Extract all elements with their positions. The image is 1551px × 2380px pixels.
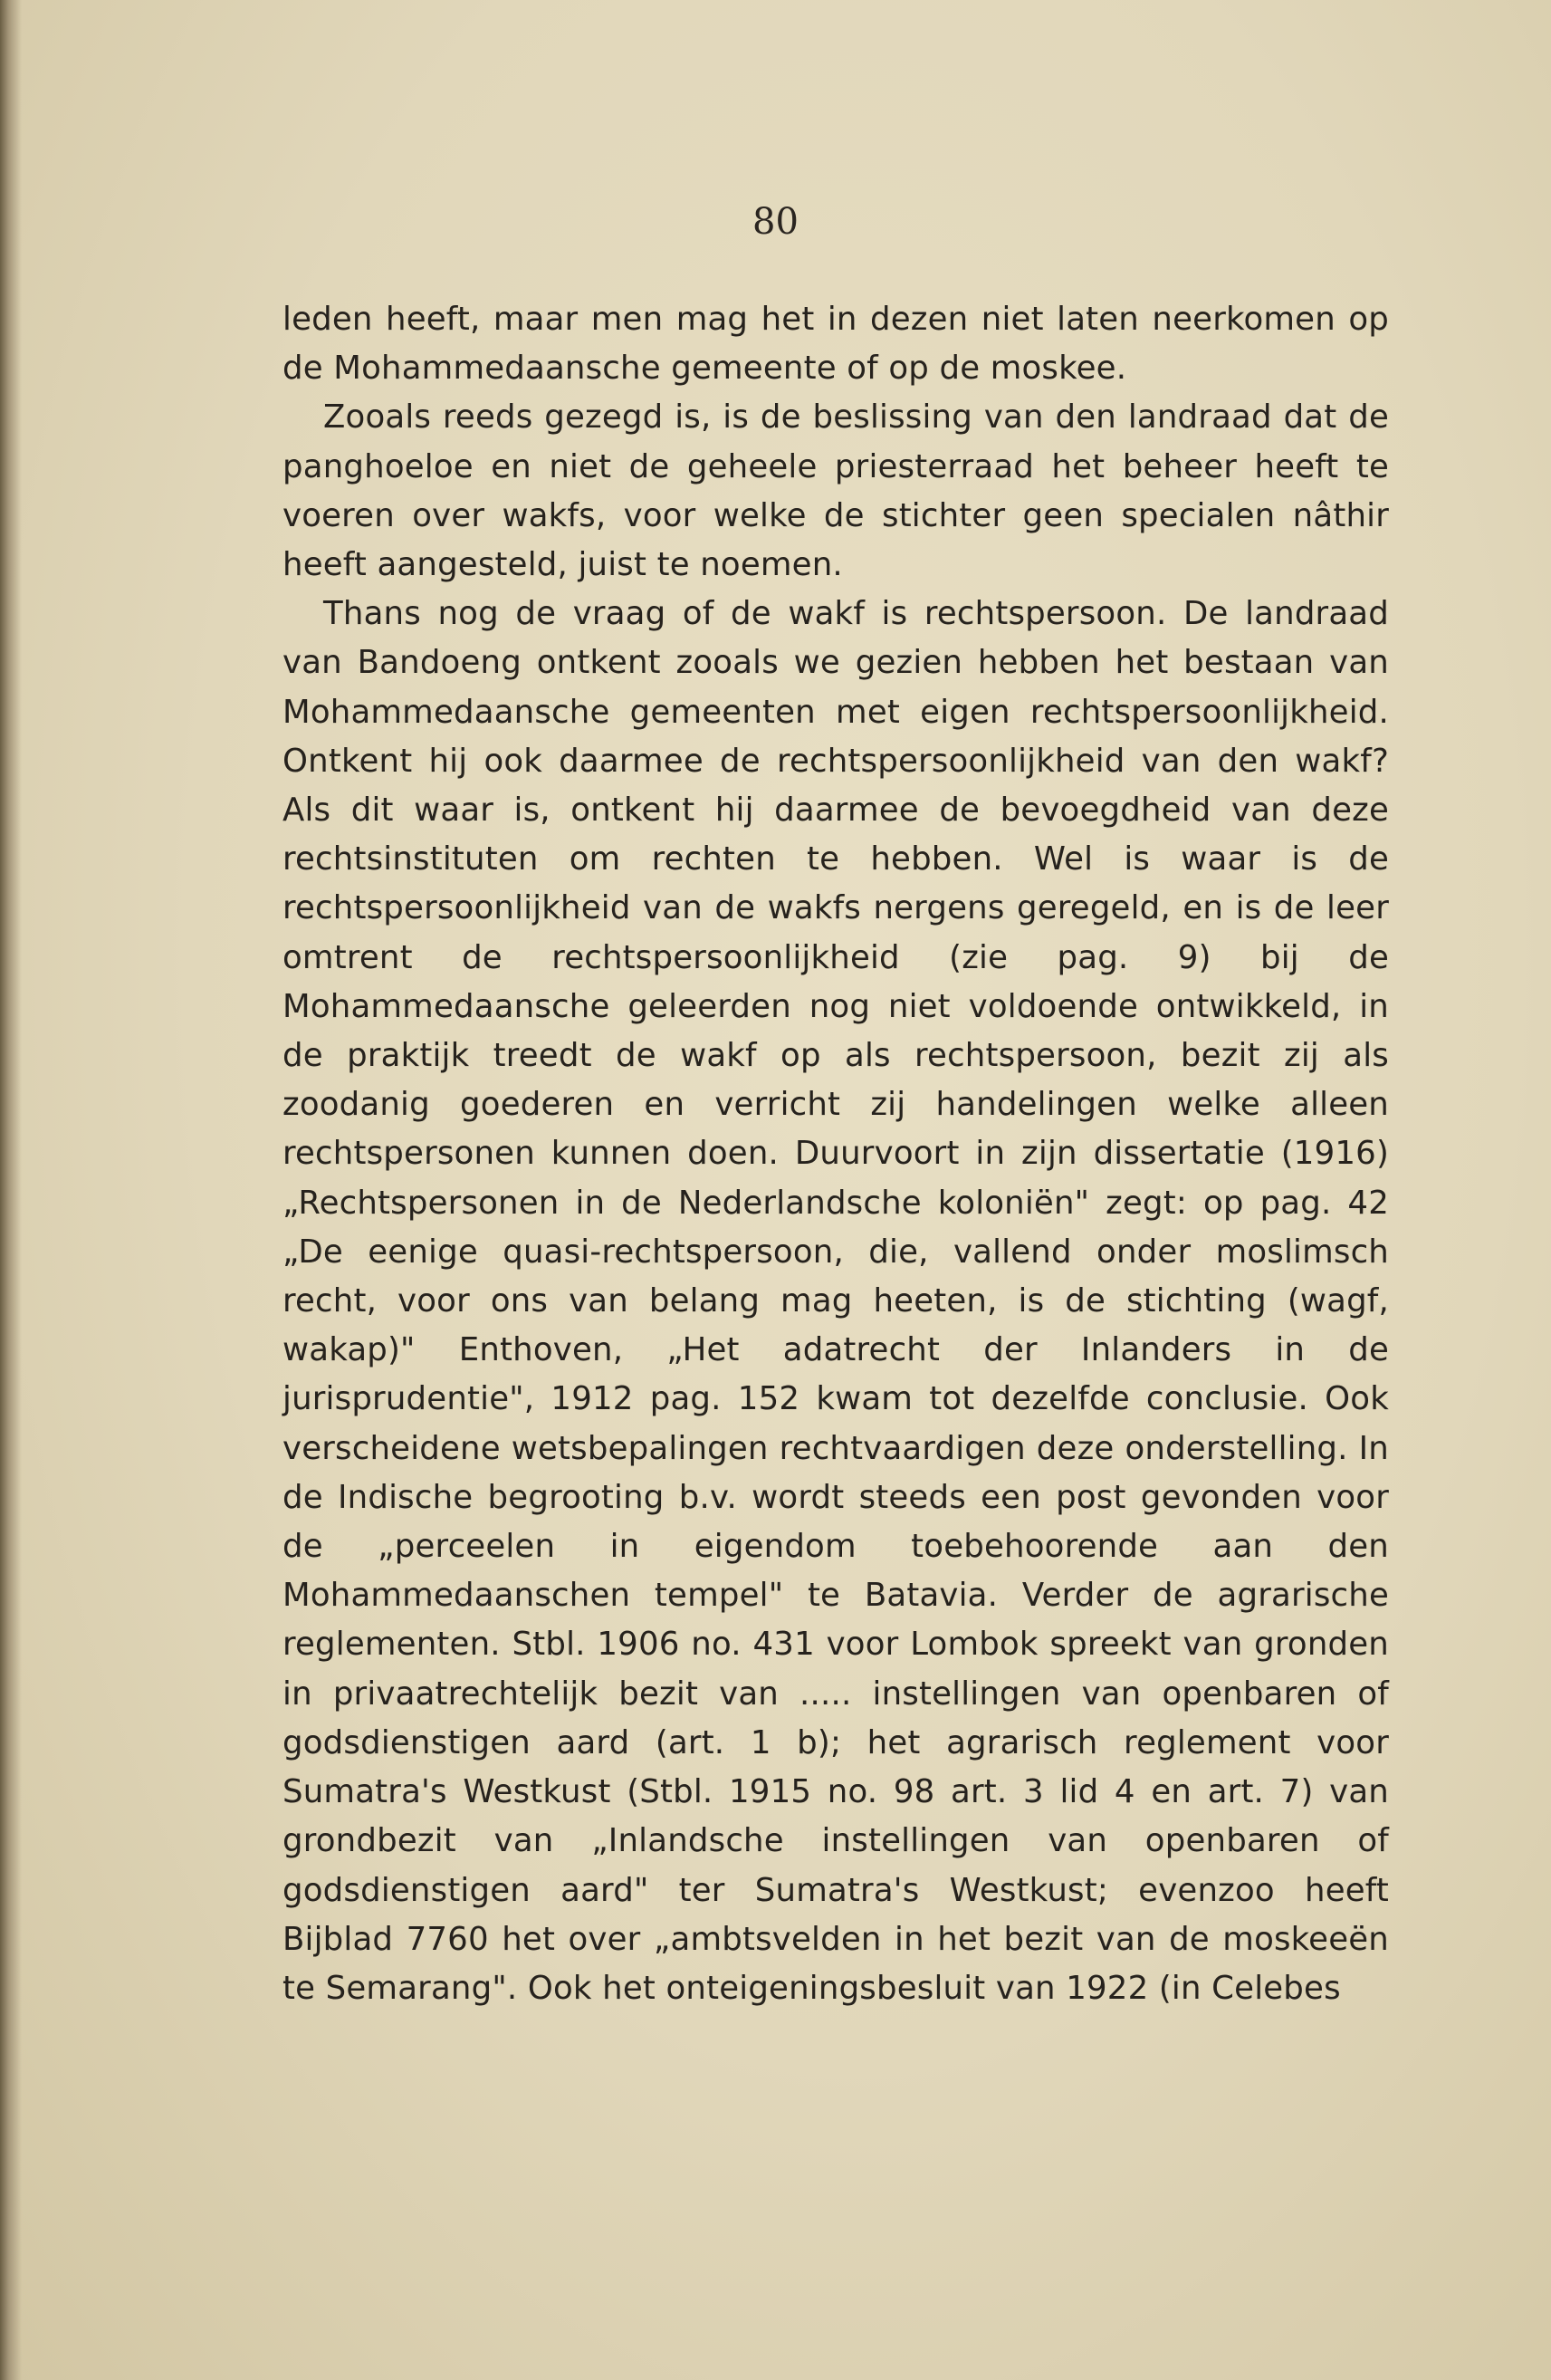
paragraph-2: Zooals reeds gezegd is, is de beslissing van den landraad dat de panghoeloe en niet de geheele priesterraad het beheer heeft te voeren over wakfs, voor welke de stichter geen specialen nâthir heeft aangesteld, juist te noemen.: [282, 398, 1389, 584]
page-number: 80: [752, 201, 799, 243]
paragraph-3: Thans nog de vraag of de wakf is rechtspersoon. De landraad van Bandoeng ontkent zooals we gezien hebben het bestaan van Mohammedaansche gemeenten met eigen rechtspersoonlijkheid. Ontkent hij ook daarmee de rechtspersoonlijkheid van den wakf? Als dit waar is, ontkent hij daarmee de bevoegdheid van deze rechtsinstituten om rechten te hebben. Wel is waar is de rechtspersoonlijkheid van de wakfs nergens geregeld, en is de leer omtrent de rechtspersoonlijkheid (zie pag. 9) bij de Mohammedaansche geleerden nog niet voldoende ontwikkeld, in de praktijk treedt de wakf op als rechtspersoon, bezit zij als zoodanig goederen en verricht zij handelingen welke alleen rechtspersonen kunnen doen. Duurvoort in zijn dissertatie (1916) „Rechtspersonen in de Nederlandsche koloniën" zegt: op pag. 42 „De eenige quasi-rechtspersoon, die, vallend onder moslimsch recht, voor ons van belang mag heeten, is de stichting (wagf, wakap)" Enthoven, „Het adatrecht der Inlanders in de jurisprudentie", 1912 pag. 152 kwam tot dezelfde conclusie. Ook verscheidene wetsbepalingen rechtvaardigen deze onderstelling. In de Indische begrooting b.v. wordt steeds een post gevonden voor de „perceelen in eigendom toebehoorende aan den Mohammedaanschen tempel" te Batavia. Verder de agrarische reglementen. Stbl. 1906 no. 431 voor Lombok spreekt van gronden in privaatrechtelijk bezit van ..... instellingen van openbaren of godsdienstigen aard (art. 1 b); het agrarisch reglement voor Sumatra's Westkust (Stbl. 1915 no. 98 art. 3 lid 4 en art. 7) van grondbezit van „Inlandsche instellingen van openbaren of godsdienstigen aard" ter Sumatra's Westkust; evenzoo heeft Bijblad 7760 het over „ambtsvelden in het bezit van de moskeeën te Semarang". Ook het onteigeningsbesluit van 1922 (in Celebes: [282, 595, 1389, 2007]
binding-shadow: [0, 0, 22, 2380]
paragraph-1: leden heeft, maar men mag het in dezen niet laten neerkomen op de Mohammedaansche gemeente of op de moskee.: [282, 301, 1389, 388]
body-text: [282, 295, 1389, 2013]
